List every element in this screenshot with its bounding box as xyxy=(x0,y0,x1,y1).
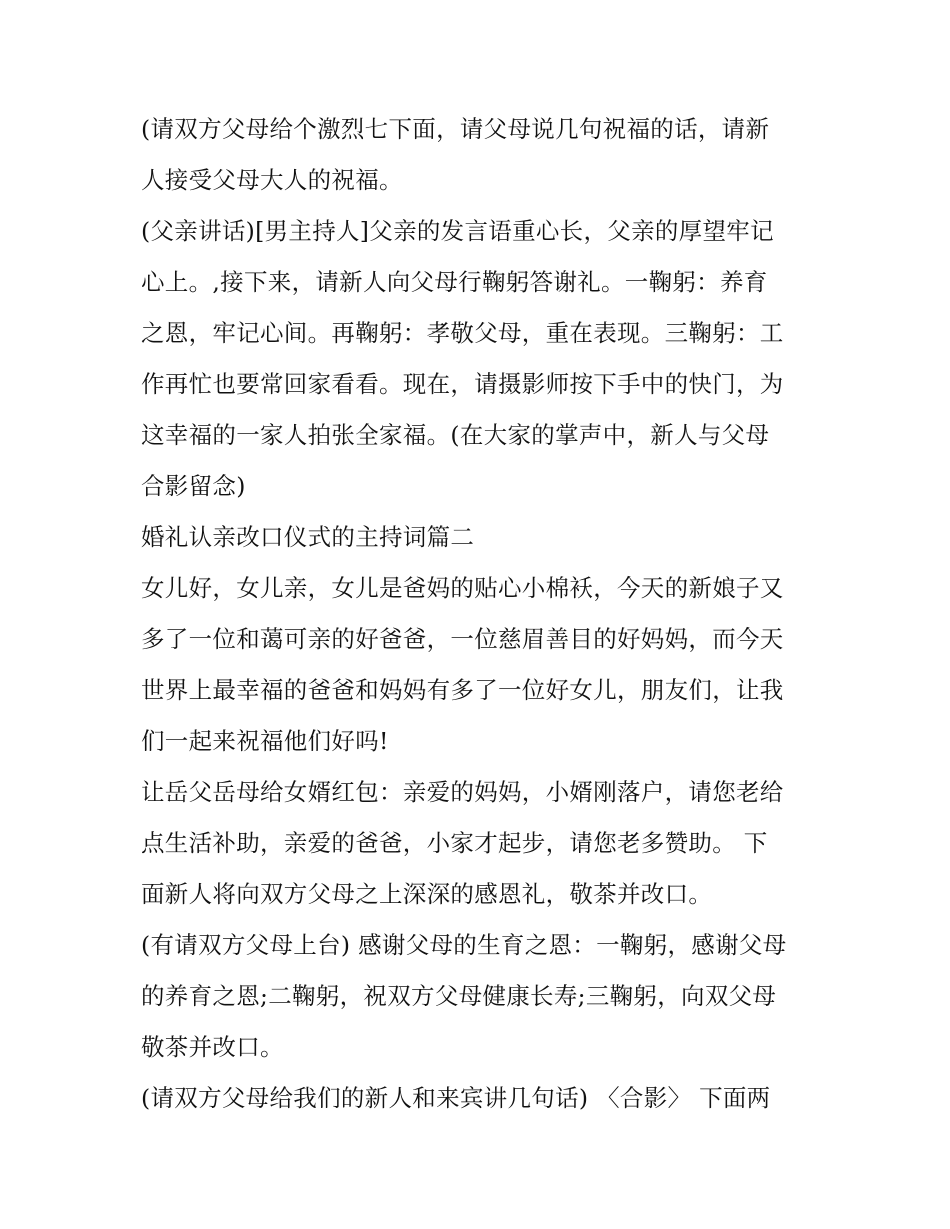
text-line: 多了一位和蔼可亲的好爸爸，一位慈眉善目的好妈妈，而今天 xyxy=(141,625,784,653)
text-line: 们一起来祝福他们好吗! xyxy=(141,727,389,755)
text-line: 的养育之恩;二鞠躬，祝双方父母健康长寿;三鞠躬，向双父母 xyxy=(141,982,777,1010)
text-line: 面新人将向双方父母之上深深的感恩礼，敬茶并改口。 xyxy=(141,880,713,908)
text-line: 这幸福的一家人拍张全家福。(在大家的掌声中，新人与父母 xyxy=(141,421,770,449)
text-line: 敬茶并改口。 xyxy=(141,1033,284,1061)
text-line: 作再忙也要常回家看看。现在，请摄影师按下手中的快门，为 xyxy=(141,370,784,398)
text-line: (请双方父母给个激烈七下面，请父母说几句祝福的话，请新 xyxy=(141,115,770,143)
text-line: 之恩，牢记心间。再鞠躬：孝敬父母，重在表现。三鞠躬：工 xyxy=(141,319,784,347)
text-line: (有请双方父母上台) 感谢父母的生育之恩：一鞠躬，感谢父母 xyxy=(141,931,787,959)
text-line: 让岳父岳母给女婿红包：亲爱的妈妈，小婿刚落户，请您老给 xyxy=(141,778,784,806)
text-line: 合影留念) xyxy=(141,472,246,500)
text-line: (请双方父母给我们的新人和来宾讲几句话) 〈合影〉 下面两 xyxy=(141,1084,771,1112)
text-line: (父亲讲话)[男主持人]父亲的发言语重心长，父亲的厚望牢记 xyxy=(141,217,774,245)
text-line: 女儿好，女儿亲，女儿是爸妈的贴心小棉袄，今天的新娘子又 xyxy=(141,574,784,602)
text-line: 点生活补助，亲爱的爸爸，小家才起步，请您老多赞助。 下 xyxy=(141,829,768,857)
text-line: 心上。,接下来，请新人向父母行鞠躬答谢礼。一鞠躬：养育 xyxy=(141,268,768,296)
text-line: 人接受父母大人的祝福。 xyxy=(141,166,403,194)
document-body xyxy=(141,104,821,1124)
text-line: 世界上最幸福的爸爸和妈妈有多了一位好女儿，朋友们，让我 xyxy=(141,676,784,704)
section-heading: 婚礼认亲改口仪式的主持词篇二 xyxy=(141,523,475,551)
